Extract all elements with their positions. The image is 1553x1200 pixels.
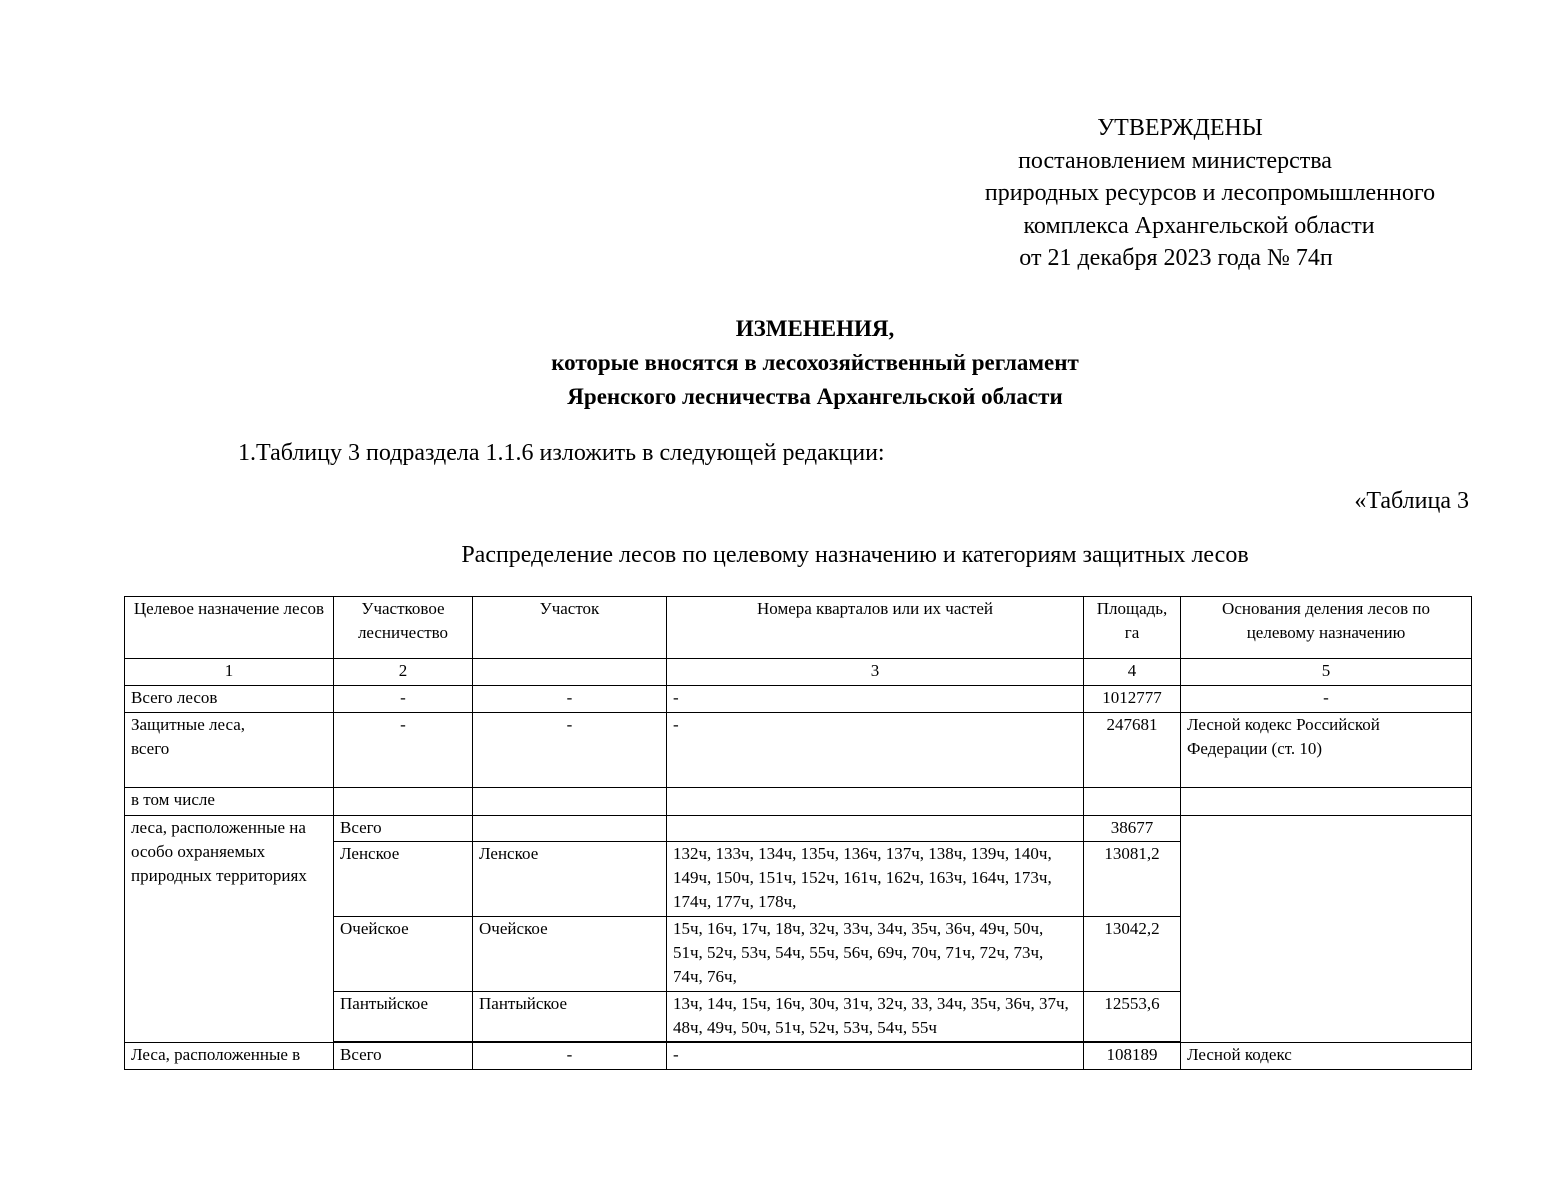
table-cell: Очейское <box>334 917 473 992</box>
table-cell: Лесной кодекс Российской Федерации (ст. 10) <box>1181 713 1472 788</box>
forest-distribution-table <box>124 596 1472 1070</box>
table-cell: Защитные леса, всего <box>125 713 334 788</box>
column-number-empty <box>473 659 667 686</box>
header-cell: Целевое назначение лесов <box>125 597 334 659</box>
table-cell: Пантыйское <box>473 992 667 1042</box>
approval-line: комплекса Архангельской области <box>1023 212 1375 239</box>
table-cell: 13081,2 <box>1084 842 1181 917</box>
heading-title: ИЗМЕНЕНИЯ, <box>735 316 895 341</box>
table-cell-empty <box>1181 816 1472 1043</box>
table-cell: Всего <box>334 1043 473 1070</box>
approval-title: УТВЕРЖДЕНЫ <box>1097 115 1263 141</box>
heading-line: Яренского лесничества Архангельской области <box>567 384 1063 409</box>
table-cell-empty <box>1084 788 1181 816</box>
table-caption: Распределение лесов по целевому назначению и категориям защитных лесов <box>461 542 1249 568</box>
approval-line: постановлением министерства <box>1018 147 1332 174</box>
table-cell-empty <box>667 788 1084 816</box>
column-number: 5 <box>1181 659 1472 686</box>
table-cell: в том числе <box>125 788 334 816</box>
table-cell: леса, расположенные на особо охраняемых природных территориях <box>125 816 334 1043</box>
table-row <box>125 686 1472 713</box>
table-row <box>125 816 1472 842</box>
table-cell: - <box>473 713 667 788</box>
table-cell: 132ч, 133ч, 134ч, 135ч, 136ч, 137ч, 138ч, 139ч, 140ч, 149ч, 150ч, 151ч, 152ч, 161ч, 162ч, 163ч, 164ч, 173ч, 174ч, 177ч, 178ч, <box>667 842 1084 917</box>
table-cell: - <box>334 686 473 713</box>
table-cell: 247681 <box>1084 713 1181 788</box>
table-cell: Пантыйское <box>334 992 473 1042</box>
column-number: 2 <box>334 659 473 686</box>
header-cell: Участок <box>473 597 667 659</box>
header-cell: Номера кварталов или их частей <box>667 597 1084 659</box>
table-cell: - <box>667 713 1084 788</box>
table-cell: Лесной кодекс <box>1181 1043 1472 1070</box>
column-number: 1 <box>125 659 334 686</box>
table-cell: Очейское <box>473 917 667 992</box>
column-number: 3 <box>667 659 1084 686</box>
table-cell: Всего <box>334 816 473 842</box>
table-cell: - <box>667 686 1084 713</box>
table-cell: Ленское <box>473 842 667 917</box>
table-cell: - <box>473 1043 667 1070</box>
column-number: 4 <box>1084 659 1181 686</box>
table-cell-empty <box>473 788 667 816</box>
table-cell: Ленское <box>334 842 473 917</box>
table-cell: - <box>667 1043 1084 1070</box>
table-cell: 12553,6 <box>1084 992 1181 1042</box>
instruction-text: 1.Таблицу 3 подраздела 1.1.6 изложить в следующей редакции: <box>238 440 885 466</box>
table-header-row <box>125 597 1472 659</box>
table-cell: 13042,2 <box>1084 917 1181 992</box>
table-row <box>125 788 1472 816</box>
approval-line: от 21 декабря 2023 года № 74п <box>1019 245 1333 271</box>
header-cell: Основания деления лесов по целевому назначению <box>1181 597 1472 659</box>
heading-line: которые вносятся в лесохозяйственный регламент <box>551 350 1079 375</box>
approval-block <box>930 112 1490 275</box>
table-cell: 13ч, 14ч, 15ч, 16ч, 30ч, 31ч, 32ч, 33, 34ч, 35ч, 36ч, 37ч, 48ч, 49ч, 50ч, 51ч, 52ч, 53ч, 54ч, 55ч <box>667 992 1084 1042</box>
table-cell: 108189 <box>1084 1043 1181 1070</box>
table-cell-empty <box>667 816 1084 842</box>
table-cell-empty <box>1181 788 1472 816</box>
table-cell: 38677 <box>1084 816 1181 842</box>
approval-line: природных ресурсов и лесопромышленного <box>984 180 1436 206</box>
document-heading <box>300 312 1330 414</box>
table-cell: Всего лесов <box>125 686 334 713</box>
table-row <box>125 1043 1472 1070</box>
header-cell: Участковое лесничество <box>334 597 473 659</box>
table-cell: - <box>1181 686 1472 713</box>
table-cell: - <box>334 713 473 788</box>
column-number-row <box>125 659 1472 686</box>
table-cell: - <box>473 686 667 713</box>
header-cell: Площадь, га <box>1084 597 1181 659</box>
table-row <box>125 713 1472 788</box>
table-cell-empty <box>334 788 473 816</box>
table-cell: 15ч, 16ч, 17ч, 18ч, 32ч, 33ч, 34ч, 35ч, 36ч, 49ч, 50ч, 51ч, 52ч, 53ч, 54ч, 55ч, 56ч, 69ч, 70ч, 71ч, 72ч, 73ч, 74ч, 76ч, <box>667 917 1084 992</box>
table-cell: Леса, расположенные в <box>125 1043 334 1070</box>
table-cell-empty <box>473 816 667 842</box>
table-label: «Таблица 3 <box>1354 488 1469 514</box>
table-cell: 1012777 <box>1084 686 1181 713</box>
